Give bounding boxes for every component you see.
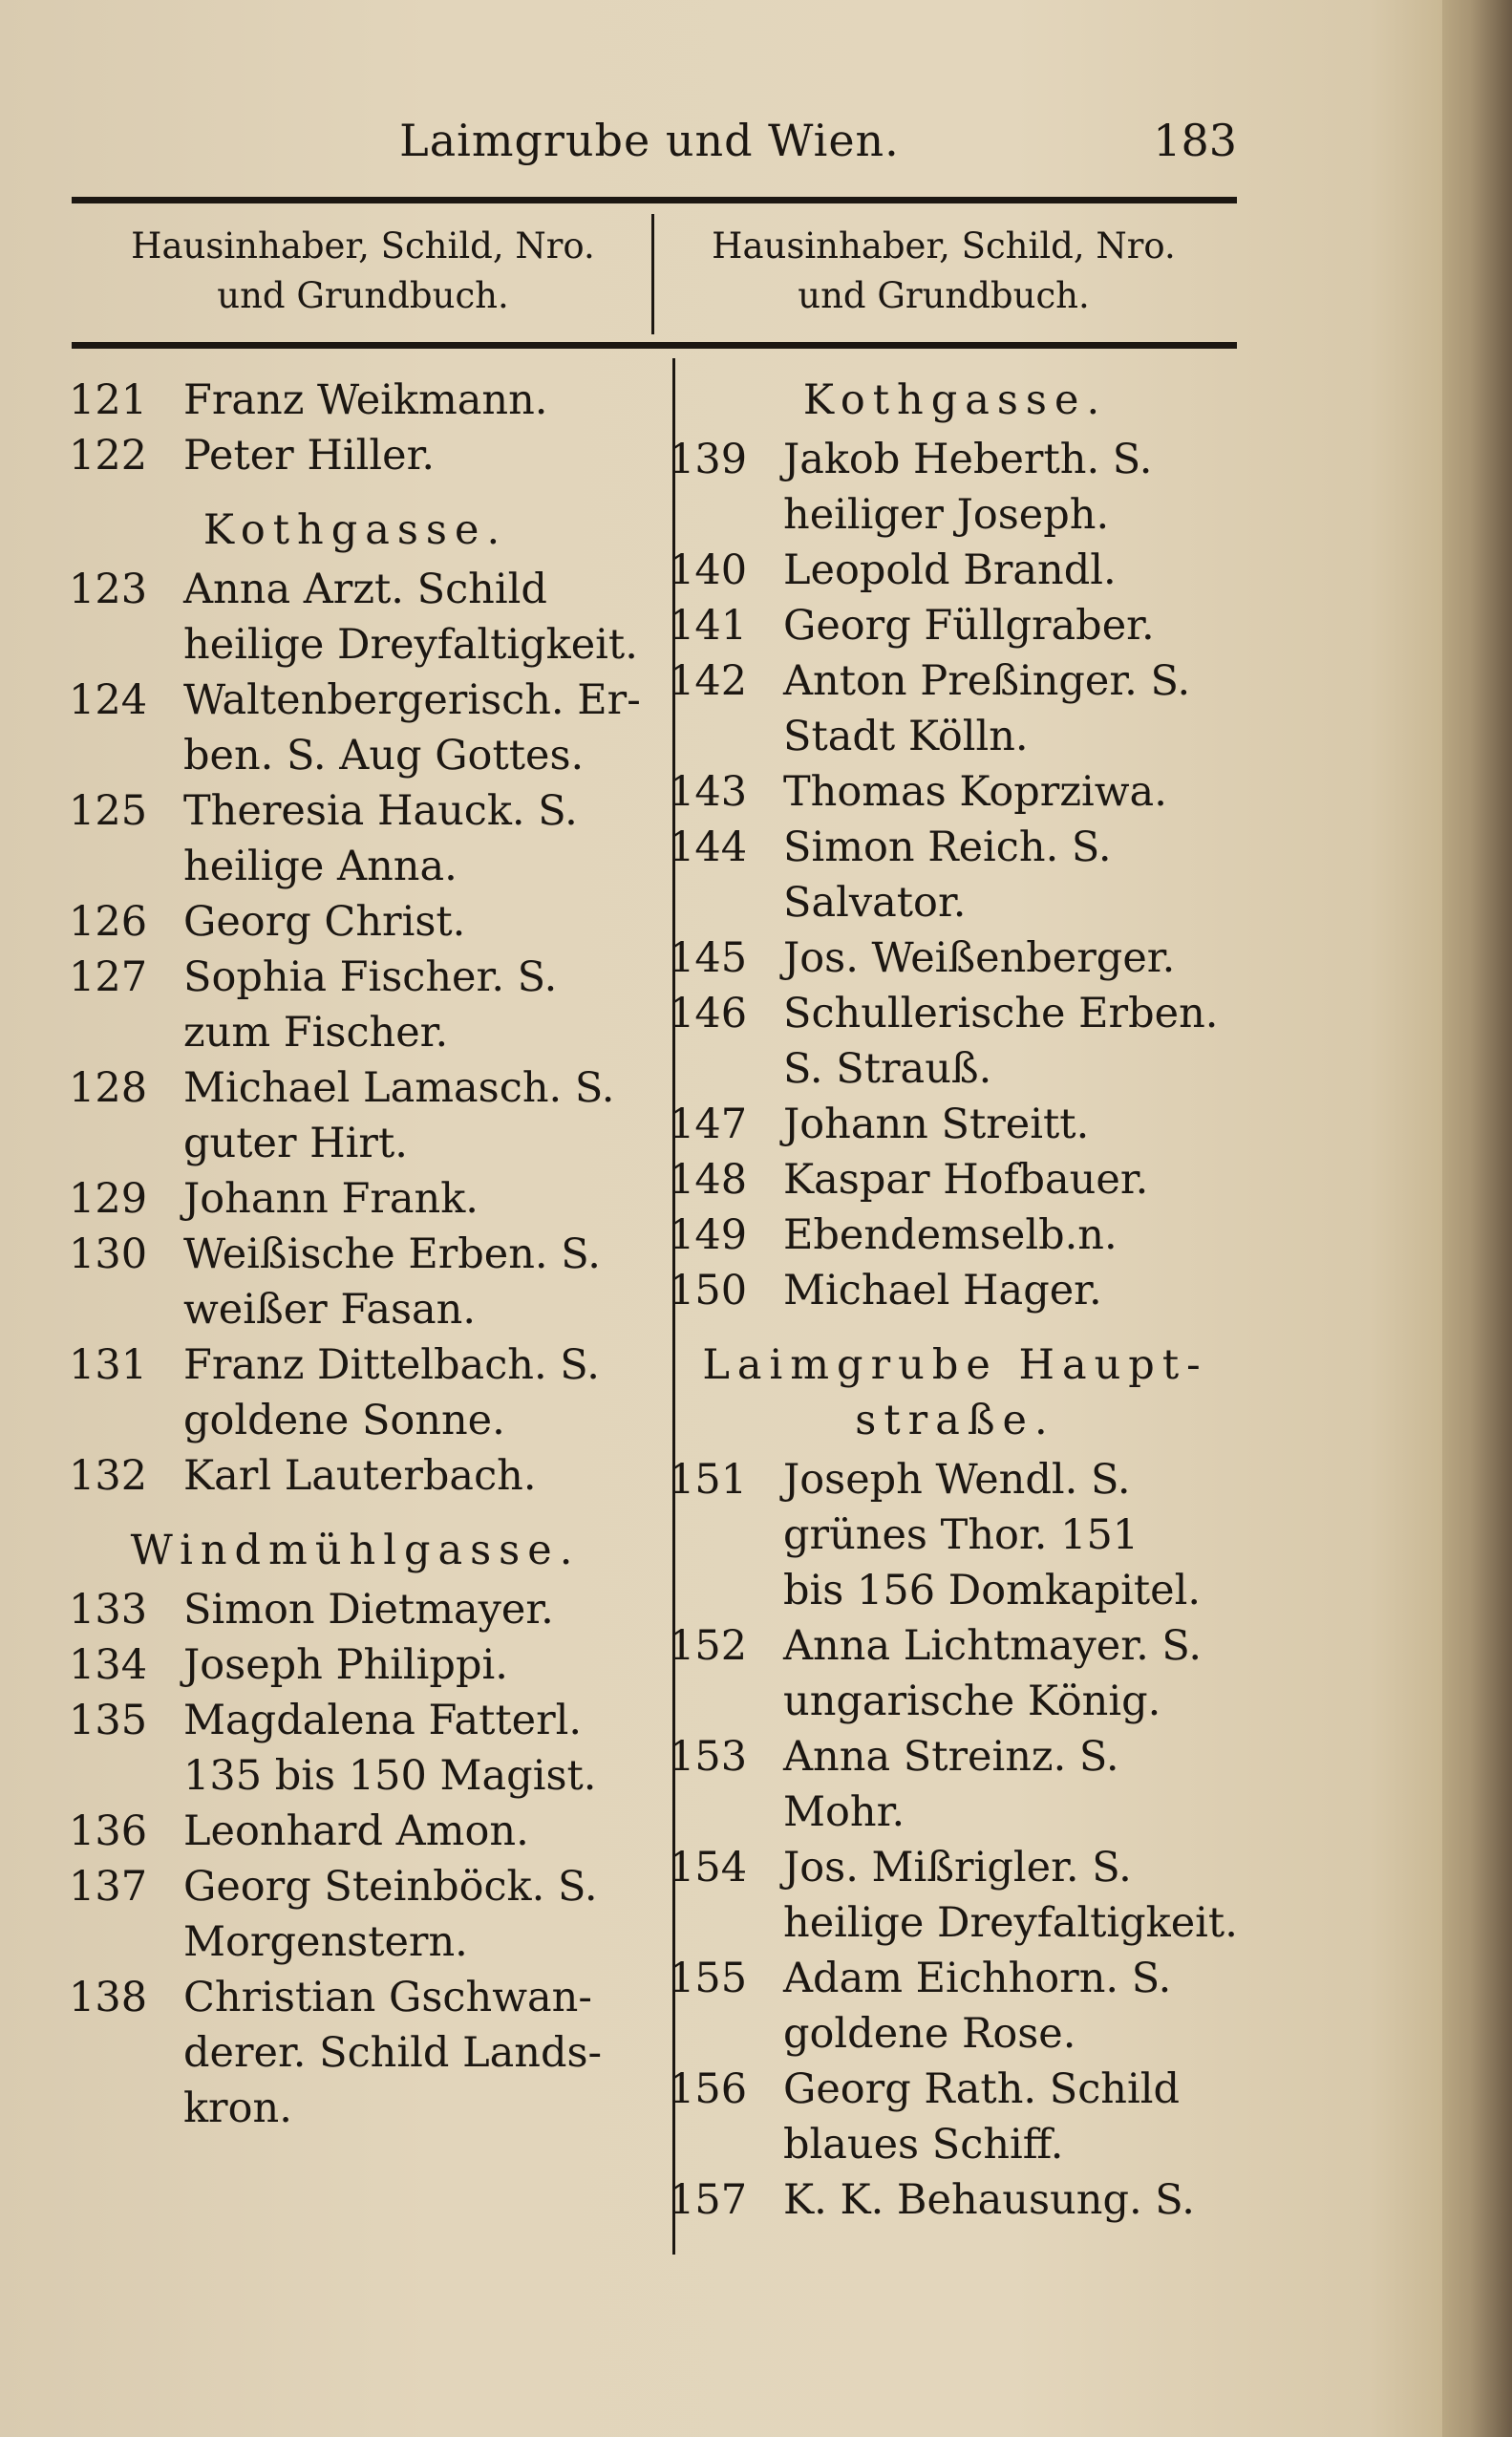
entry-text	[783, 1208, 1242, 1263]
house-number: 149	[669, 1211, 748, 1259]
entry-line: K. K. Behausung. S.	[783, 2176, 1195, 2224]
entry-text	[783, 820, 1242, 930]
house-entry	[69, 1859, 642, 1970]
house-entry	[69, 1227, 642, 1337]
entry-line: Georg Christ.	[183, 898, 466, 946]
house-number: 141	[669, 602, 748, 650]
entry-line: Stadt Kölln.	[783, 713, 1029, 760]
house-entry	[69, 373, 642, 428]
column-header-line: Hausinhaber, Schild, Nro.	[131, 225, 595, 267]
entry-line: Magdalena Fatterl.	[183, 1697, 583, 1744]
house-number: 140	[669, 546, 748, 594]
house-number: 124	[69, 676, 148, 724]
house-entry	[669, 2062, 1242, 2172]
entry-line: Leonhard Amon.	[183, 1807, 529, 1855]
column-header-line: und Grundbuch.	[798, 275, 1090, 316]
house-entry	[669, 1618, 1242, 1729]
entry-line: Sophia Fischer. S.	[183, 953, 558, 1001]
entry-line: Georg Steinböck. S.	[183, 1863, 598, 1911]
page-edge	[1442, 0, 1512, 2437]
house-number: 134	[69, 1641, 148, 1689]
entry-line: ben. S. Aug Gottes.	[183, 732, 585, 780]
entry-line: Georg Füllgraber.	[783, 602, 1155, 650]
entry-line: Morgenstern.	[183, 1918, 468, 1966]
entry-text	[783, 432, 1242, 543]
entry-line: zum Fischer.	[183, 1009, 449, 1057]
house-entry	[69, 950, 642, 1060]
entry-text	[783, 1618, 1242, 1729]
entry-line: grünes Thor. 151	[783, 1511, 1139, 1559]
entry-line: heilige Anna.	[183, 843, 458, 890]
entry-text	[783, 930, 1242, 986]
entry-line: Thomas Koprziwa.	[783, 768, 1167, 816]
house-number: 152	[669, 1622, 748, 1670]
entry-line: heilige Dreyfaltigkeit.	[783, 1899, 1238, 1947]
house-number: 122	[69, 432, 148, 480]
entry-line: goldene Rose.	[783, 2010, 1076, 2058]
entry-line: bis 156 Domkapitel.	[783, 1567, 1202, 1614]
entry-text	[183, 1804, 642, 1859]
house-entry	[669, 820, 1242, 930]
house-entry	[69, 1582, 642, 1637]
house-number: 126	[69, 898, 148, 946]
house-entry	[669, 1951, 1242, 2062]
house-number: 127	[69, 953, 148, 1001]
house-number: 130	[69, 1230, 148, 1278]
entry-line: Anton Preßinger. S.	[783, 657, 1191, 705]
entry-line: Salvator.	[783, 879, 967, 927]
entry-text	[183, 1448, 642, 1504]
house-entry	[669, 764, 1242, 820]
house-number: 143	[669, 768, 748, 816]
house-entry	[69, 673, 642, 783]
house-number: 150	[669, 1267, 748, 1315]
page-number: 183	[1153, 115, 1237, 166]
house-number: 136	[69, 1807, 148, 1855]
street-heading: Kothgasse.	[202, 506, 508, 554]
house-entry	[69, 1337, 642, 1448]
entry-text	[183, 950, 642, 1060]
house-number: 155	[669, 1955, 748, 2002]
entry-line: Waltenbergerisch. Er-	[183, 676, 641, 724]
house-number: 157	[669, 2176, 748, 2224]
entry-line: 135 bis 150 Magist.	[183, 1752, 597, 1800]
entry-line: Simon Reich. S.	[783, 823, 1112, 871]
house-entry	[669, 1208, 1242, 1263]
entry-line: Joseph Philippi.	[183, 1641, 508, 1689]
entry-text	[783, 653, 1242, 764]
house-entry	[69, 1171, 642, 1227]
top-rule	[72, 197, 1237, 203]
entry-text	[183, 1859, 642, 1970]
entry-text	[783, 1097, 1242, 1152]
entry-text	[183, 894, 642, 950]
page-title: Laimgrube und Wien.	[399, 115, 900, 166]
entry-text	[783, 1152, 1242, 1208]
house-number: 129	[69, 1175, 148, 1223]
column-header-line: Hausinhaber, Schild, Nro.	[712, 225, 1176, 267]
house-number: 128	[69, 1064, 148, 1112]
entry-line: Jos. Mißrigler. S.	[783, 1844, 1132, 1892]
entry-line: Franz Weikmann.	[183, 376, 548, 424]
column-header-right	[657, 222, 1230, 321]
entry-text	[183, 1060, 642, 1171]
house-entry	[69, 1804, 642, 1859]
entry-line: Christian Gschwan-	[183, 1974, 592, 2021]
entry-line: kron.	[183, 2084, 292, 2132]
header-divider	[651, 214, 654, 334]
house-entry	[69, 562, 642, 673]
house-entry	[69, 428, 642, 483]
house-entry	[669, 432, 1242, 543]
house-number: 133	[69, 1586, 148, 1634]
entry-line: goldene Sonne.	[183, 1397, 505, 1444]
house-number: 123	[69, 566, 148, 613]
entry-line: guter Hirt.	[183, 1120, 408, 1167]
entry-line: Johann Streitt.	[783, 1101, 1090, 1148]
entry-text	[783, 2062, 1242, 2172]
entry-text	[183, 1171, 642, 1227]
entry-text	[183, 783, 642, 894]
house-entry	[69, 894, 642, 950]
entry-text	[183, 1970, 642, 2136]
house-entry	[669, 1152, 1242, 1208]
house-entry	[69, 1693, 642, 1804]
entry-line: Schullerische Erben.	[783, 990, 1219, 1037]
entry-line: S. Strauß.	[783, 1045, 992, 1093]
house-entry	[69, 783, 642, 894]
entry-text	[183, 673, 642, 783]
house-entry	[69, 1970, 642, 2136]
entry-line: blaues Schiff.	[783, 2121, 1064, 2169]
entry-text	[183, 562, 642, 673]
entry-text	[783, 598, 1242, 653]
house-number: 147	[669, 1101, 748, 1148]
entry-line: heiliger Joseph.	[783, 491, 1110, 539]
entry-text	[183, 428, 642, 483]
entry-line: Kaspar Hofbauer.	[783, 1156, 1149, 1204]
house-number: 125	[69, 787, 148, 835]
house-number: 121	[69, 376, 148, 424]
house-number: 146	[669, 990, 748, 1037]
entry-line: Karl Lauterbach.	[183, 1452, 537, 1500]
house-number: 153	[669, 1733, 748, 1781]
house-entry	[69, 1637, 642, 1693]
entry-line: Ebendemselb.n.	[783, 1211, 1118, 1259]
entry-line: Weißische Erben. S.	[183, 1230, 601, 1278]
house-number: 156	[669, 2065, 748, 2113]
house-number: 144	[669, 823, 748, 871]
entry-line: ungarische König.	[783, 1678, 1161, 1725]
house-entry	[669, 1840, 1242, 1951]
house-entry	[669, 653, 1242, 764]
house-entry	[669, 2172, 1242, 2228]
entry-text	[783, 543, 1242, 598]
entry-text	[783, 1840, 1242, 1951]
street-heading: Laimgrube Haupt-	[702, 1341, 1208, 1389]
house-entry	[669, 1729, 1242, 1840]
house-number: 151	[669, 1456, 748, 1504]
entry-line: Anna Streinz. S.	[783, 1733, 1119, 1781]
entry-text	[783, 986, 1242, 1097]
entry-line: Michael Lamasch. S.	[183, 1064, 615, 1112]
entry-line: Jakob Heberth. S.	[783, 436, 1153, 483]
house-entry	[669, 543, 1242, 598]
entry-line: Jos. Weißenberger.	[783, 934, 1176, 982]
entry-text	[183, 1637, 642, 1693]
house-entry	[669, 986, 1242, 1097]
entry-line: Franz Dittelbach. S.	[183, 1341, 600, 1389]
street-heading: straße.	[855, 1397, 1055, 1444]
house-number: 154	[669, 1844, 748, 1892]
entry-line: Simon Dietmayer.	[183, 1586, 554, 1634]
house-entry	[669, 1263, 1242, 1318]
entry-text	[783, 1452, 1242, 1618]
house-number: 131	[69, 1341, 148, 1389]
house-number: 139	[669, 436, 748, 483]
house-entry	[669, 1097, 1242, 1152]
entry-line: Theresia Hauck. S.	[183, 787, 578, 835]
entry-text	[783, 1729, 1242, 1840]
house-number: 135	[69, 1697, 148, 1744]
entry-line: Anna Arzt. Schild	[183, 566, 547, 613]
right-column	[669, 373, 1242, 2228]
left-column	[69, 373, 642, 2136]
entry-text	[183, 1227, 642, 1337]
house-number: 137	[69, 1863, 148, 1911]
entry-text	[183, 1582, 642, 1637]
street-heading: Windmühlgasse.	[130, 1527, 581, 1574]
header-rule	[72, 342, 1237, 349]
house-entry	[69, 1448, 642, 1504]
house-number: 142	[669, 657, 748, 705]
street-heading: Kothgasse.	[802, 376, 1108, 424]
house-number: 138	[69, 1974, 148, 2021]
entry-line: Anna Lichtmayer. S.	[783, 1622, 1203, 1670]
house-entry	[669, 930, 1242, 986]
entry-line: Mohr.	[783, 1788, 905, 1836]
entry-line: Peter Hiller.	[183, 432, 436, 480]
entry-line: Johann Frank.	[183, 1175, 479, 1223]
house-entry	[69, 1060, 642, 1171]
house-number: 132	[69, 1452, 148, 1500]
entry-line: Michael Hager.	[783, 1267, 1102, 1315]
column-header-left	[76, 222, 650, 321]
entry-text	[783, 1263, 1242, 1318]
entry-line: Leopold Brandl.	[783, 546, 1117, 594]
entry-line: weißer Fasan.	[183, 1286, 477, 1334]
house-entry	[669, 1452, 1242, 1618]
entry-line: heilige Dreyfaltigkeit.	[183, 621, 638, 669]
entry-text	[783, 2172, 1242, 2228]
entry-text	[183, 373, 642, 428]
entry-line: Adam Eichhorn. S.	[783, 1955, 1172, 2002]
entry-text	[183, 1693, 642, 1804]
column-header-line: und Grundbuch.	[217, 275, 509, 316]
house-entry	[669, 598, 1242, 653]
entry-text	[783, 1951, 1242, 2062]
entry-text	[183, 1337, 642, 1448]
house-number: 148	[669, 1156, 748, 1204]
entry-line: Georg Rath. Schild	[783, 2065, 1181, 2113]
house-number: 145	[669, 934, 748, 982]
entry-line: derer. Schild Lands-	[183, 2029, 603, 2077]
entry-line: Joseph Wendl. S.	[783, 1456, 1131, 1504]
entry-text	[783, 764, 1242, 820]
